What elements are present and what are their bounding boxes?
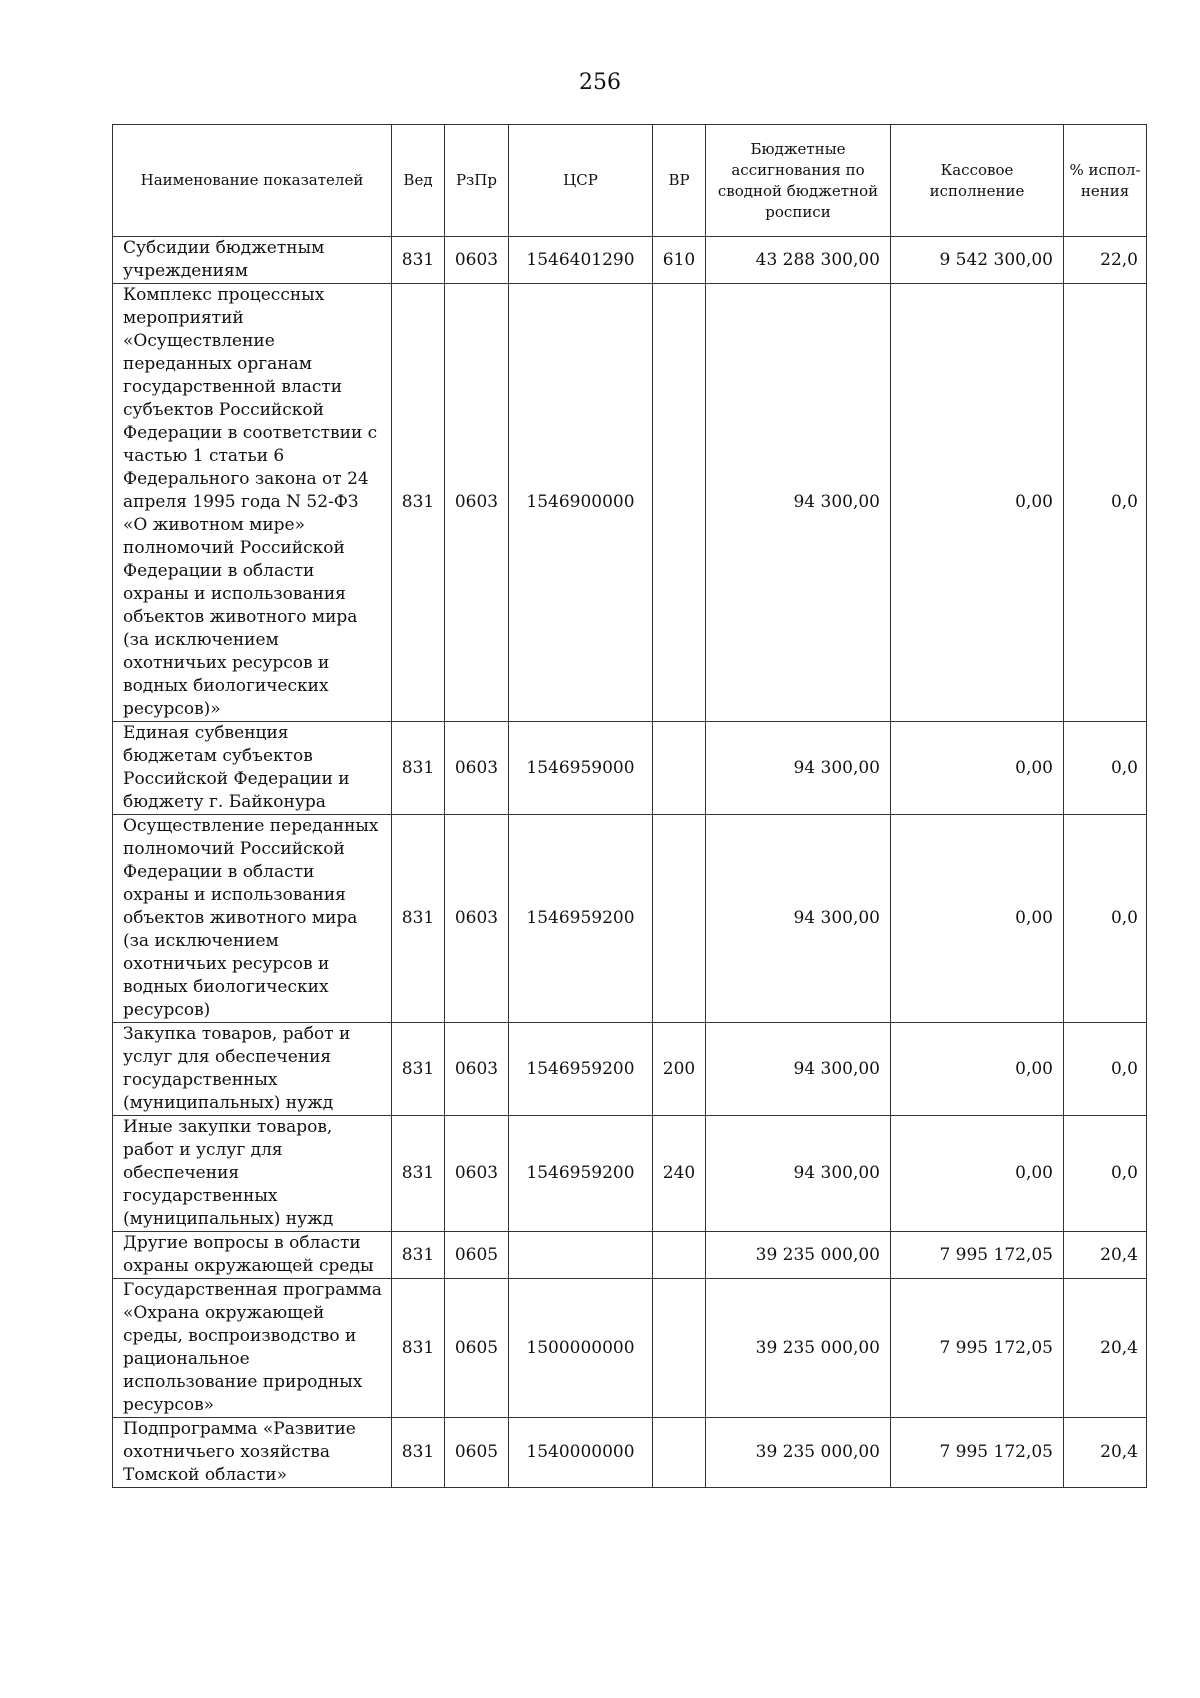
row-rzpr: 0605	[445, 1418, 509, 1488]
row-budget: 39 235 000,00	[706, 1279, 891, 1418]
row-vr: 200	[653, 1023, 706, 1116]
row-vr: 610	[653, 237, 706, 284]
row-cash: 0,00	[891, 1116, 1064, 1232]
row-name: Другие вопросы в области охраны окружающей среды	[113, 1232, 392, 1279]
row-cash: 0,00	[891, 815, 1064, 1023]
table-row	[113, 815, 1147, 1023]
row-vr	[653, 1279, 706, 1418]
row-ved: 831	[392, 815, 445, 1023]
row-name: Единая субвенция бюджетам субъектов Российской Федерации и бюджету г. Байконура	[113, 722, 392, 815]
row-csr: 1540000000	[509, 1418, 653, 1488]
row-pct: 0,0	[1064, 815, 1147, 1023]
budget-table	[112, 124, 1147, 1488]
header-pct: % испол-нения	[1064, 125, 1147, 237]
table-row	[113, 1418, 1147, 1488]
row-name: Субсидии бюджетным учреждениям	[113, 237, 392, 284]
row-cash: 0,00	[891, 284, 1064, 722]
row-ved: 831	[392, 1279, 445, 1418]
row-budget: 94 300,00	[706, 1116, 891, 1232]
row-csr: 1546959000	[509, 722, 653, 815]
row-csr: 1546959200	[509, 1116, 653, 1232]
row-rzpr: 0603	[445, 284, 509, 722]
row-cash: 0,00	[891, 1023, 1064, 1116]
header-vr: ВР	[653, 125, 706, 237]
row-pct: 0,0	[1064, 722, 1147, 815]
row-rzpr: 0603	[445, 815, 509, 1023]
row-budget: 43 288 300,00	[706, 237, 891, 284]
row-csr: 1546900000	[509, 284, 653, 722]
row-csr: 1546401290	[509, 237, 653, 284]
row-pct: 20,4	[1064, 1418, 1147, 1488]
row-cash: 9 542 300,00	[891, 237, 1064, 284]
row-ved: 831	[392, 1232, 445, 1279]
table-row	[113, 1116, 1147, 1232]
row-ved: 831	[392, 722, 445, 815]
row-pct: 0,0	[1064, 284, 1147, 722]
row-rzpr: 0603	[445, 1116, 509, 1232]
row-cash: 0,00	[891, 722, 1064, 815]
row-budget: 39 235 000,00	[706, 1418, 891, 1488]
header-cash: Кассовое исполнение	[891, 125, 1064, 237]
row-vr	[653, 284, 706, 722]
row-vr	[653, 1418, 706, 1488]
row-csr	[509, 1232, 653, 1279]
row-csr: 1546959200	[509, 1023, 653, 1116]
row-name: Подпрограмма «Развитие охотничьего хозяйства Томской области»	[113, 1418, 392, 1488]
table-row	[113, 1023, 1147, 1116]
table-row	[113, 1279, 1147, 1418]
table-row	[113, 722, 1147, 815]
row-name: Комплекс процессных мероприятий «Осуществление переданных органам государственной власти субъектов Российской Федерации в соответствии с частью 1 статьи 6 Федерального закона от 24 апреля 1995 года N 52-ФЗ «О животном мире» полномочий Российской Федерации в области охраны и использования объектов животного мира (за исключением охотничьих ресурсов и водных биологических ресурсов)»	[113, 284, 392, 722]
row-name: Закупка товаров, работ и услуг для обеспечения государственных (муниципальных) нужд	[113, 1023, 392, 1116]
row-cash: 7 995 172,05	[891, 1418, 1064, 1488]
row-pct: 0,0	[1064, 1116, 1147, 1232]
row-pct: 22,0	[1064, 237, 1147, 284]
row-rzpr: 0605	[445, 1232, 509, 1279]
row-pct: 20,4	[1064, 1232, 1147, 1279]
row-cash: 7 995 172,05	[891, 1279, 1064, 1418]
table-row	[113, 284, 1147, 722]
row-rzpr: 0605	[445, 1279, 509, 1418]
table-row	[113, 1232, 1147, 1279]
table-header	[113, 125, 1147, 237]
row-ved: 831	[392, 1418, 445, 1488]
row-budget: 94 300,00	[706, 722, 891, 815]
row-csr: 1546959200	[509, 815, 653, 1023]
row-budget: 94 300,00	[706, 815, 891, 1023]
row-rzpr: 0603	[445, 722, 509, 815]
table-body	[113, 237, 1147, 1488]
row-vr	[653, 815, 706, 1023]
page-number: 256	[579, 70, 621, 95]
row-ved: 831	[392, 1116, 445, 1232]
table-row	[113, 237, 1147, 284]
row-name: Иные закупки товаров, работ и услуг для обеспечения государственных (муниципальных) нужд	[113, 1116, 392, 1232]
row-ved: 831	[392, 1023, 445, 1116]
header-ved: Вед	[392, 125, 445, 237]
row-budget: 94 300,00	[706, 284, 891, 722]
row-csr: 1500000000	[509, 1279, 653, 1418]
row-budget: 39 235 000,00	[706, 1232, 891, 1279]
row-ved: 831	[392, 284, 445, 722]
row-name: Государственная программа «Охрана окружающей среды, воспроизводство и рациональное использование природных ресурсов»	[113, 1279, 392, 1418]
row-name: Осуществление переданных полномочий Российской Федерации в области охраны и использования объектов животного мира (за исключением охотничьих ресурсов и водных биологических ресурсов)	[113, 815, 392, 1023]
header-name: Наименование показателей	[113, 125, 392, 237]
row-ved: 831	[392, 237, 445, 284]
header-budget: Бюджетные ассигнования по сводной бюджетной росписи	[706, 125, 891, 237]
row-vr	[653, 722, 706, 815]
row-pct: 20,4	[1064, 1279, 1147, 1418]
row-budget: 94 300,00	[706, 1023, 891, 1116]
row-rzpr: 0603	[445, 237, 509, 284]
row-cash: 7 995 172,05	[891, 1232, 1064, 1279]
row-pct: 0,0	[1064, 1023, 1147, 1116]
header-csr: ЦСР	[509, 125, 653, 237]
header-rzpr: РзПр	[445, 125, 509, 237]
row-rzpr: 0603	[445, 1023, 509, 1116]
row-vr	[653, 1232, 706, 1279]
row-vr: 240	[653, 1116, 706, 1232]
